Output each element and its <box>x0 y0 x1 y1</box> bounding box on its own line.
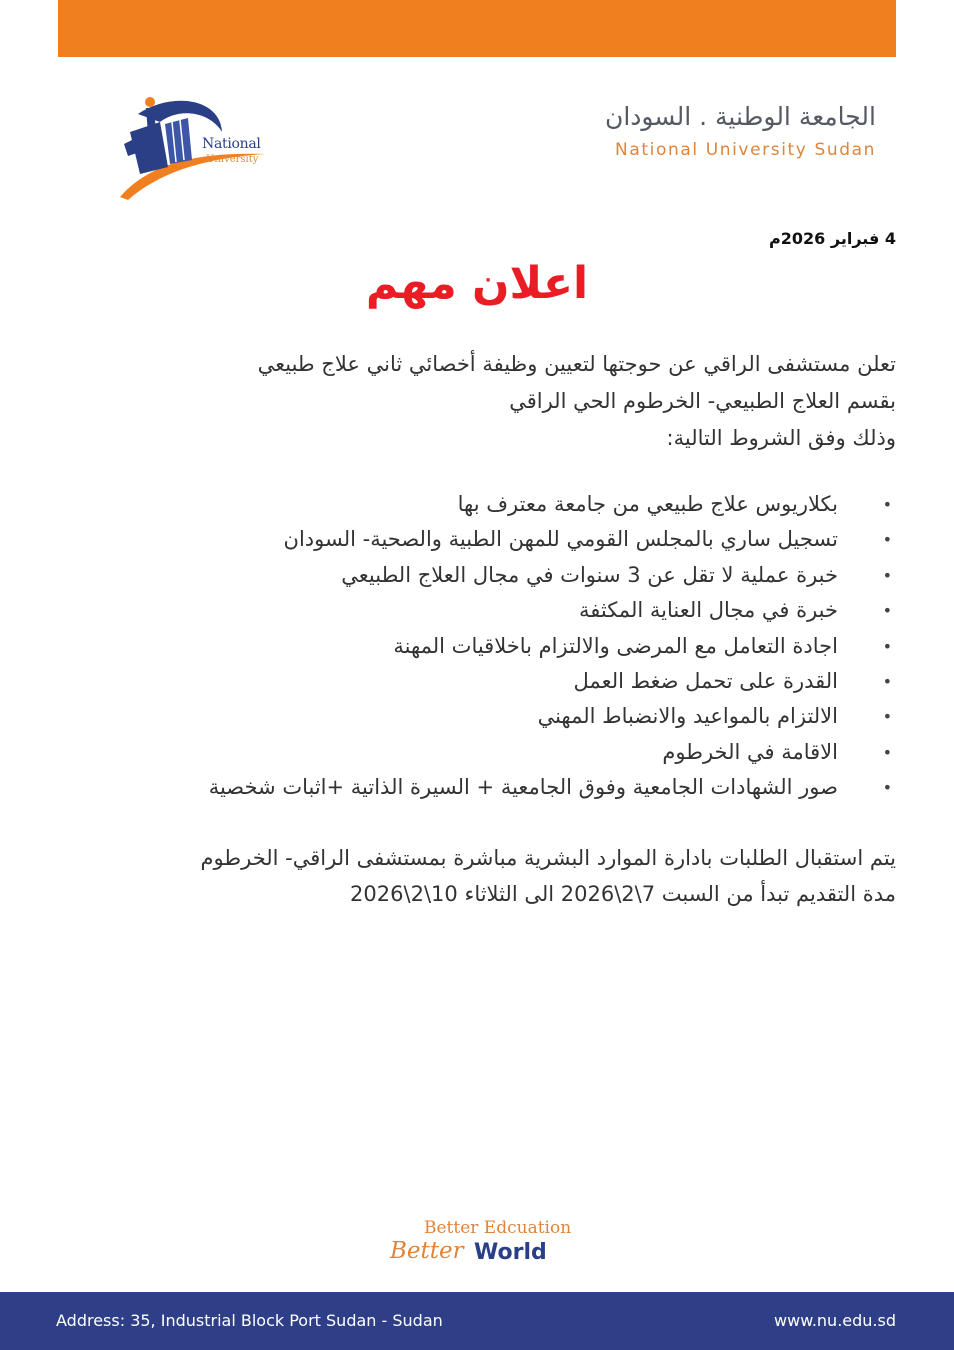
logo-text-university: University <box>206 154 259 165</box>
logo-text-national: National <box>202 136 261 152</box>
slogan <box>390 1218 572 1270</box>
intro-line: وذلك وفق الشروط التالية: <box>666 426 896 450</box>
intro-line: تعلن مستشفى الراقي عن حوجتها لتعيين وظيفة أخصائي ثاني علاج طبيعي <box>257 352 896 376</box>
footer-address: Address: 35, Industrial Block Port Sudan - Sudan <box>56 1311 443 1330</box>
requirement-item: • بكلاريوس علاج طبيعي من جامعة معترف بها <box>46 487 896 522</box>
requirement-item: • خبرة في مجال العناية المكثفة <box>46 593 896 628</box>
requirement-item: • اجادة التعامل مع المرضى والالتزام باخلاقيات المهنة <box>46 629 896 664</box>
footer-website-link[interactable]: www.nu.edu.sd <box>774 1311 896 1330</box>
footer-bar <box>0 1292 954 1350</box>
requirement-item: • خبرة عملية لا تقل عن 3 سنوات في مجال العلاج الطبيعي <box>46 558 896 593</box>
closing-line: يتم استقبال الطلبات بادارة الموارد البشرية مباشرة بمستشفى الراقي- الخرطوم <box>200 846 896 870</box>
intro-line: بقسم العلاج الطبيعي- الخرطوم الحي الراقي <box>509 389 896 413</box>
closing-paragraph <box>46 840 896 912</box>
slogan-better: Better <box>390 1238 464 1264</box>
page-title: اعلان مهم <box>365 258 589 309</box>
announcement-date: 4 فبراير 2026م <box>769 229 896 248</box>
intro-paragraph <box>46 346 896 457</box>
requirement-item: • الالتزام بالمواعيد والانضباط المهني <box>46 699 896 734</box>
requirements-list <box>46 487 896 806</box>
slogan-world: World <box>474 1240 547 1265</box>
slogan-line-1: Better Edcuation <box>424 1218 572 1238</box>
top-accent-bar <box>58 0 896 57</box>
logo-emblem-icon <box>110 92 290 202</box>
requirement-item: • الاقامة في الخرطوم <box>46 735 896 770</box>
requirement-item: • تسجيل ساري بالمجلس القومي للمهن الطبية والصحية- السودان <box>46 522 896 557</box>
university-name-english: National University Sudan <box>615 140 876 160</box>
university-name-arabic: الجامعة الوطنية . السودان <box>604 102 876 131</box>
requirement-item: • صور الشهادات الجامعية وفوق الجامعية + السيرة الذاتية +اثبات شخصية <box>46 770 896 805</box>
closing-line: مدة التقديم تبدأ من السبت 7\2\2026 الى الثلاثاء 10\2\2026 <box>350 882 896 906</box>
university-logo <box>110 92 290 202</box>
requirement-item: • القدرة على تحمل ضغط العمل <box>46 664 896 699</box>
